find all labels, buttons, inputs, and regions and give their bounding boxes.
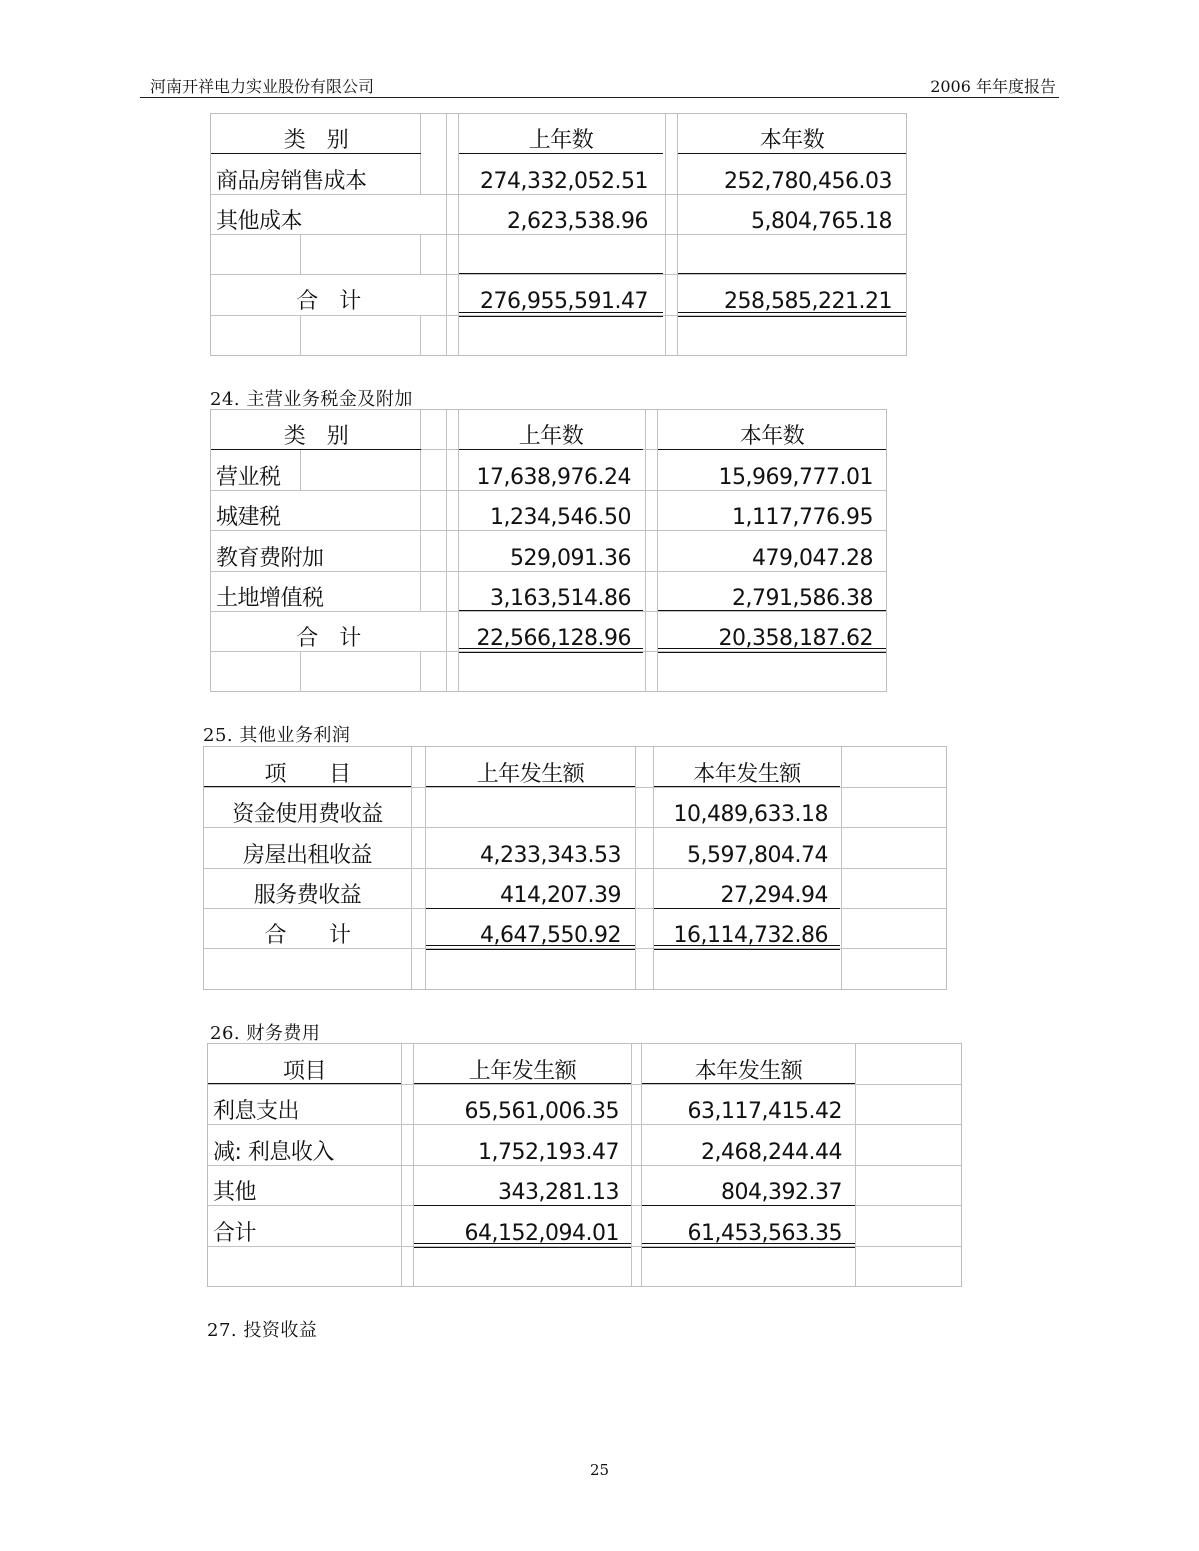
column-header-prior-year: 上年发生额 [476, 762, 585, 787]
prior-year-value: 529,091.36 [510, 546, 631, 571]
prior-year-value: 1,752,193.47 [478, 1140, 619, 1165]
prior-year-value: 2,623,538.96 [507, 209, 648, 234]
prior-year-value: 3,163,514.86 [490, 586, 631, 611]
column-header-category: 类 别 [283, 128, 349, 153]
row-label: 服务费收益 [253, 883, 362, 908]
column-header-item: 项 目 [264, 762, 351, 787]
prior-year-value: 414,207.39 [500, 883, 621, 908]
section-26-title: 26. 财务费用 [210, 1023, 321, 1044]
current-year-value: 15,969,777.01 [718, 465, 873, 490]
current-year-value: 804,392.37 [721, 1180, 842, 1205]
section-27-title: 27. 投资收益 [207, 1320, 318, 1341]
current-year-value: 479,047.28 [752, 546, 873, 571]
total-current-year: 258,585,221.21 [724, 289, 892, 314]
column-header-prior-year: 上年数 [528, 128, 594, 153]
section-25-title: 25. 其他业务利润 [203, 725, 351, 746]
header-report-title: 2006 年年度报告 [930, 77, 1056, 96]
column-header-current-year: 本年数 [739, 424, 805, 449]
row-label: 其他 [213, 1180, 257, 1205]
prior-year-value: 343,281.13 [498, 1180, 619, 1205]
total-label: 合 计 [296, 626, 361, 651]
row-label: 土地增值税 [216, 586, 324, 611]
current-year-value: 27,294.94 [720, 883, 828, 908]
prior-year-value: 4,233,343.53 [480, 843, 621, 868]
row-label: 减: 利息收入 [213, 1140, 334, 1165]
total-label: 合计 [213, 1221, 257, 1246]
row-label: 房屋出租收益 [242, 843, 372, 868]
prior-year-value: 65,561,006.35 [464, 1099, 619, 1124]
column-header-prior-year: 上年数 [518, 424, 584, 449]
column-header-prior-year: 上年发生额 [468, 1059, 577, 1084]
total-current-year: 61,453,563.35 [687, 1221, 842, 1246]
row-label: 利息支出 [213, 1099, 300, 1124]
header-rule [140, 97, 1059, 98]
total-current-year: 16,114,732.86 [673, 923, 828, 948]
total-current-year: 20,358,187.62 [718, 626, 873, 651]
column-header-current-year: 本年发生额 [694, 1059, 803, 1084]
current-year-value: 2,468,244.44 [701, 1140, 842, 1165]
total-prior-year: 22,566,128.96 [476, 626, 631, 651]
current-year-value: 2,791,586.38 [732, 586, 873, 611]
column-header-current-year: 本年发生额 [693, 762, 801, 787]
row-label: 商品房销售成本 [216, 169, 367, 194]
current-year-value: 63,117,415.42 [687, 1099, 842, 1124]
page-number: 25 [589, 1461, 610, 1479]
current-year-value: 1,117,776.95 [732, 505, 873, 530]
total-label: 合 计 [264, 923, 351, 948]
row-label: 营业税 [216, 465, 281, 490]
header-company: 河南开祥电力实业股份有限公司 [150, 77, 375, 96]
current-year-value: 252,780,456.03 [724, 169, 892, 194]
row-label: 教育费附加 [216, 546, 324, 571]
row-label: 资金使用费收益 [232, 802, 383, 827]
column-header-category: 类 别 [283, 424, 349, 449]
section-24-title: 24. 主营业务税金及附加 [210, 389, 413, 410]
prior-year-value: 1,234,546.50 [490, 505, 631, 530]
row-label: 其他成本 [216, 209, 303, 234]
column-header-item: 项目 [282, 1059, 326, 1084]
prior-year-value: 17,638,976.24 [476, 465, 631, 490]
total-prior-year: 276,955,591.47 [480, 289, 648, 314]
current-year-value: 5,804,765.18 [751, 209, 892, 234]
total-prior-year: 4,647,550.92 [480, 923, 621, 948]
row-label: 城建税 [216, 505, 281, 530]
total-label: 合 计 [296, 289, 361, 314]
prior-year-value: 274,332,052.51 [480, 169, 648, 194]
total-prior-year: 64,152,094.01 [464, 1221, 619, 1246]
column-header-current-year: 本年数 [759, 128, 825, 153]
current-year-value: 10,489,633.18 [673, 802, 828, 827]
current-year-value: 5,597,804.74 [687, 843, 828, 868]
